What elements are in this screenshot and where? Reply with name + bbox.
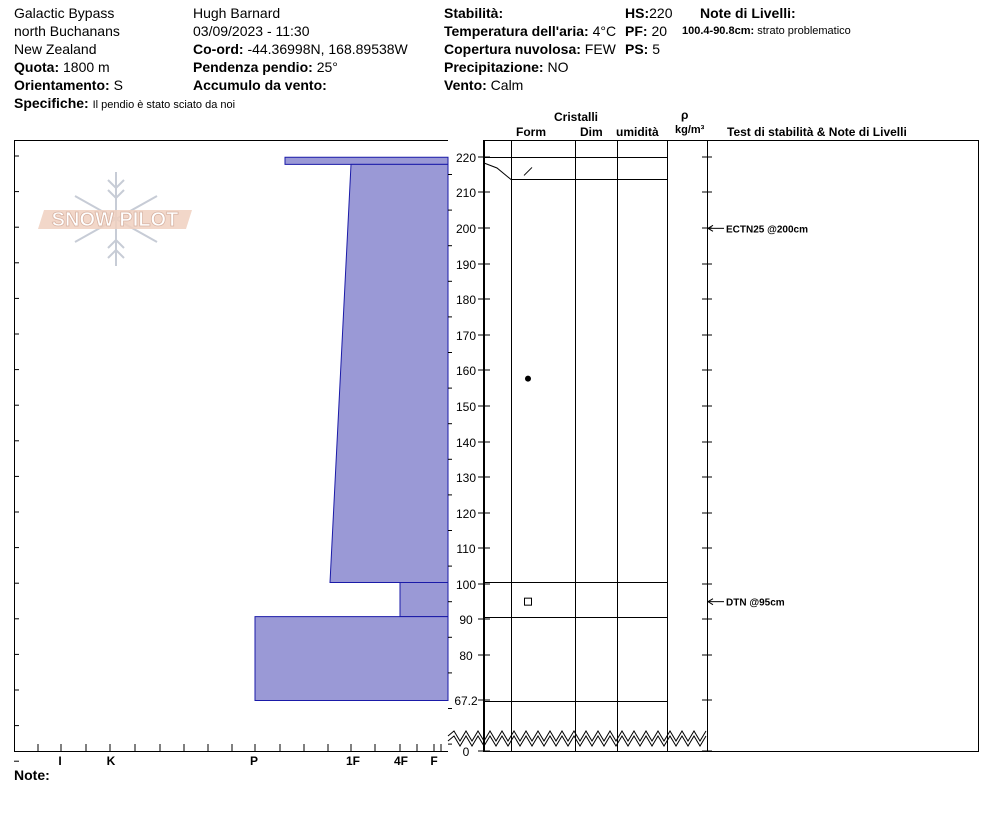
height-label: 90 — [459, 613, 473, 627]
location-line-1: Galactic Bypass — [14, 5, 115, 21]
grain-form-dot — [525, 376, 531, 382]
temp-label: Temperatura dell'aria: — [444, 23, 589, 39]
height-label: 0 — [462, 745, 470, 759]
hardness-label: 4F — [393, 754, 409, 768]
stability-tests — [708, 224, 808, 608]
specifiche-value: Il pendio è stato sciato da noi — [92, 99, 236, 111]
observer: Hugh Barnard — [193, 5, 281, 21]
col-density-unit: kg/m³ — [675, 124, 705, 136]
precip-value: NO — [547, 59, 569, 75]
height-label: 180 — [455, 293, 477, 307]
height-label: 140 — [455, 436, 477, 450]
hardness-layer-2 — [400, 582, 448, 616]
precip-label: Precipitazione: — [444, 59, 544, 75]
test-label: ECTN25 @200cm — [726, 224, 809, 236]
note-livelli-label: Note di Livelli: — [700, 5, 796, 21]
height-label: 150 — [455, 400, 477, 414]
test-label: DTN @95cm — [726, 597, 785, 609]
coord-label: Co-ord: — [193, 41, 244, 57]
height-label: 200 — [455, 222, 477, 236]
height-label: 210 — [455, 186, 477, 200]
vento-value: Calm — [490, 77, 524, 93]
grain-form-slash — [524, 167, 532, 175]
stabilita-label: Stabilità: — [444, 5, 504, 21]
note-livelli-text: strato problematico — [757, 25, 851, 37]
hs-label: HS: — [625, 5, 650, 21]
copertura-value: FEW — [584, 41, 616, 57]
col-rho: ρ — [681, 108, 689, 122]
ps-value: 5 — [652, 41, 661, 57]
grain-forms — [524, 167, 532, 605]
height-label: 100 — [455, 578, 477, 592]
height-label: 120 — [455, 507, 477, 521]
datetime: 03/09/2023 - 11:30 — [193, 23, 310, 39]
logo-text: SNOW PILOT — [51, 209, 179, 231]
hardness-layer-3 — [255, 617, 448, 701]
height-label: 110 — [456, 542, 476, 556]
pendenza-value: 25° — [316, 59, 338, 75]
height-axis — [448, 140, 712, 759]
location-line-3: New Zealand — [14, 41, 97, 57]
ps-label: PS: — [625, 41, 649, 57]
col-cristalli: Cristalli — [554, 110, 599, 124]
hardness-layers — [255, 157, 448, 700]
grain-form-square — [525, 598, 532, 605]
height-label: 170 — [455, 329, 477, 343]
pendenza-label: Pendenza pendio: — [193, 59, 313, 75]
specifiche-label: Specifiche: — [14, 95, 89, 111]
orient-label: Orientamento: — [14, 77, 110, 93]
hardness-layer-1 — [330, 164, 448, 582]
height-label: 130 — [455, 471, 477, 485]
height-label: 80 — [459, 649, 473, 663]
vento-label: Vento: — [444, 77, 487, 93]
height-label: 160 — [455, 364, 477, 378]
pf-value: 20 — [651, 23, 668, 39]
col-dim: Dim — [580, 125, 603, 139]
note-label: Note: — [14, 767, 50, 783]
hs-value: 220 — [649, 5, 673, 21]
hardness-label: F — [430, 754, 438, 768]
hardness-label: I — [58, 754, 62, 768]
col-umidita: umidità — [616, 125, 659, 139]
location-line-2: north Buchanans — [14, 23, 120, 39]
hardness-label: K — [106, 754, 116, 768]
pf-label: PF: — [625, 23, 648, 39]
quota-value: 1800 m — [63, 59, 110, 75]
hardness-label: P — [249, 754, 259, 768]
quota-label: Quota: — [14, 59, 60, 75]
copertura-label: Copertura nuvolosa: — [444, 41, 581, 57]
height-label: 67.2 — [454, 694, 478, 708]
accumulo-label: Accumulo da vento: — [193, 77, 327, 93]
temp-value: 4°C — [592, 23, 617, 39]
hardness-layer-0 — [285, 157, 448, 164]
orient-value: S — [113, 77, 123, 93]
hardness-label: 1F — [345, 754, 361, 768]
coord-value: -44.36998N, 168.89538W — [247, 41, 408, 57]
col-form: Form — [516, 125, 546, 139]
height-label: 220 — [455, 151, 477, 165]
height-label: 190 — [455, 258, 477, 272]
note-livelli-range: 100.4-90.8cm: — [682, 25, 755, 37]
col-test-notes: Test di stabilità & Note di Livelli — [727, 125, 907, 139]
hardness-axis — [38, 744, 441, 768]
